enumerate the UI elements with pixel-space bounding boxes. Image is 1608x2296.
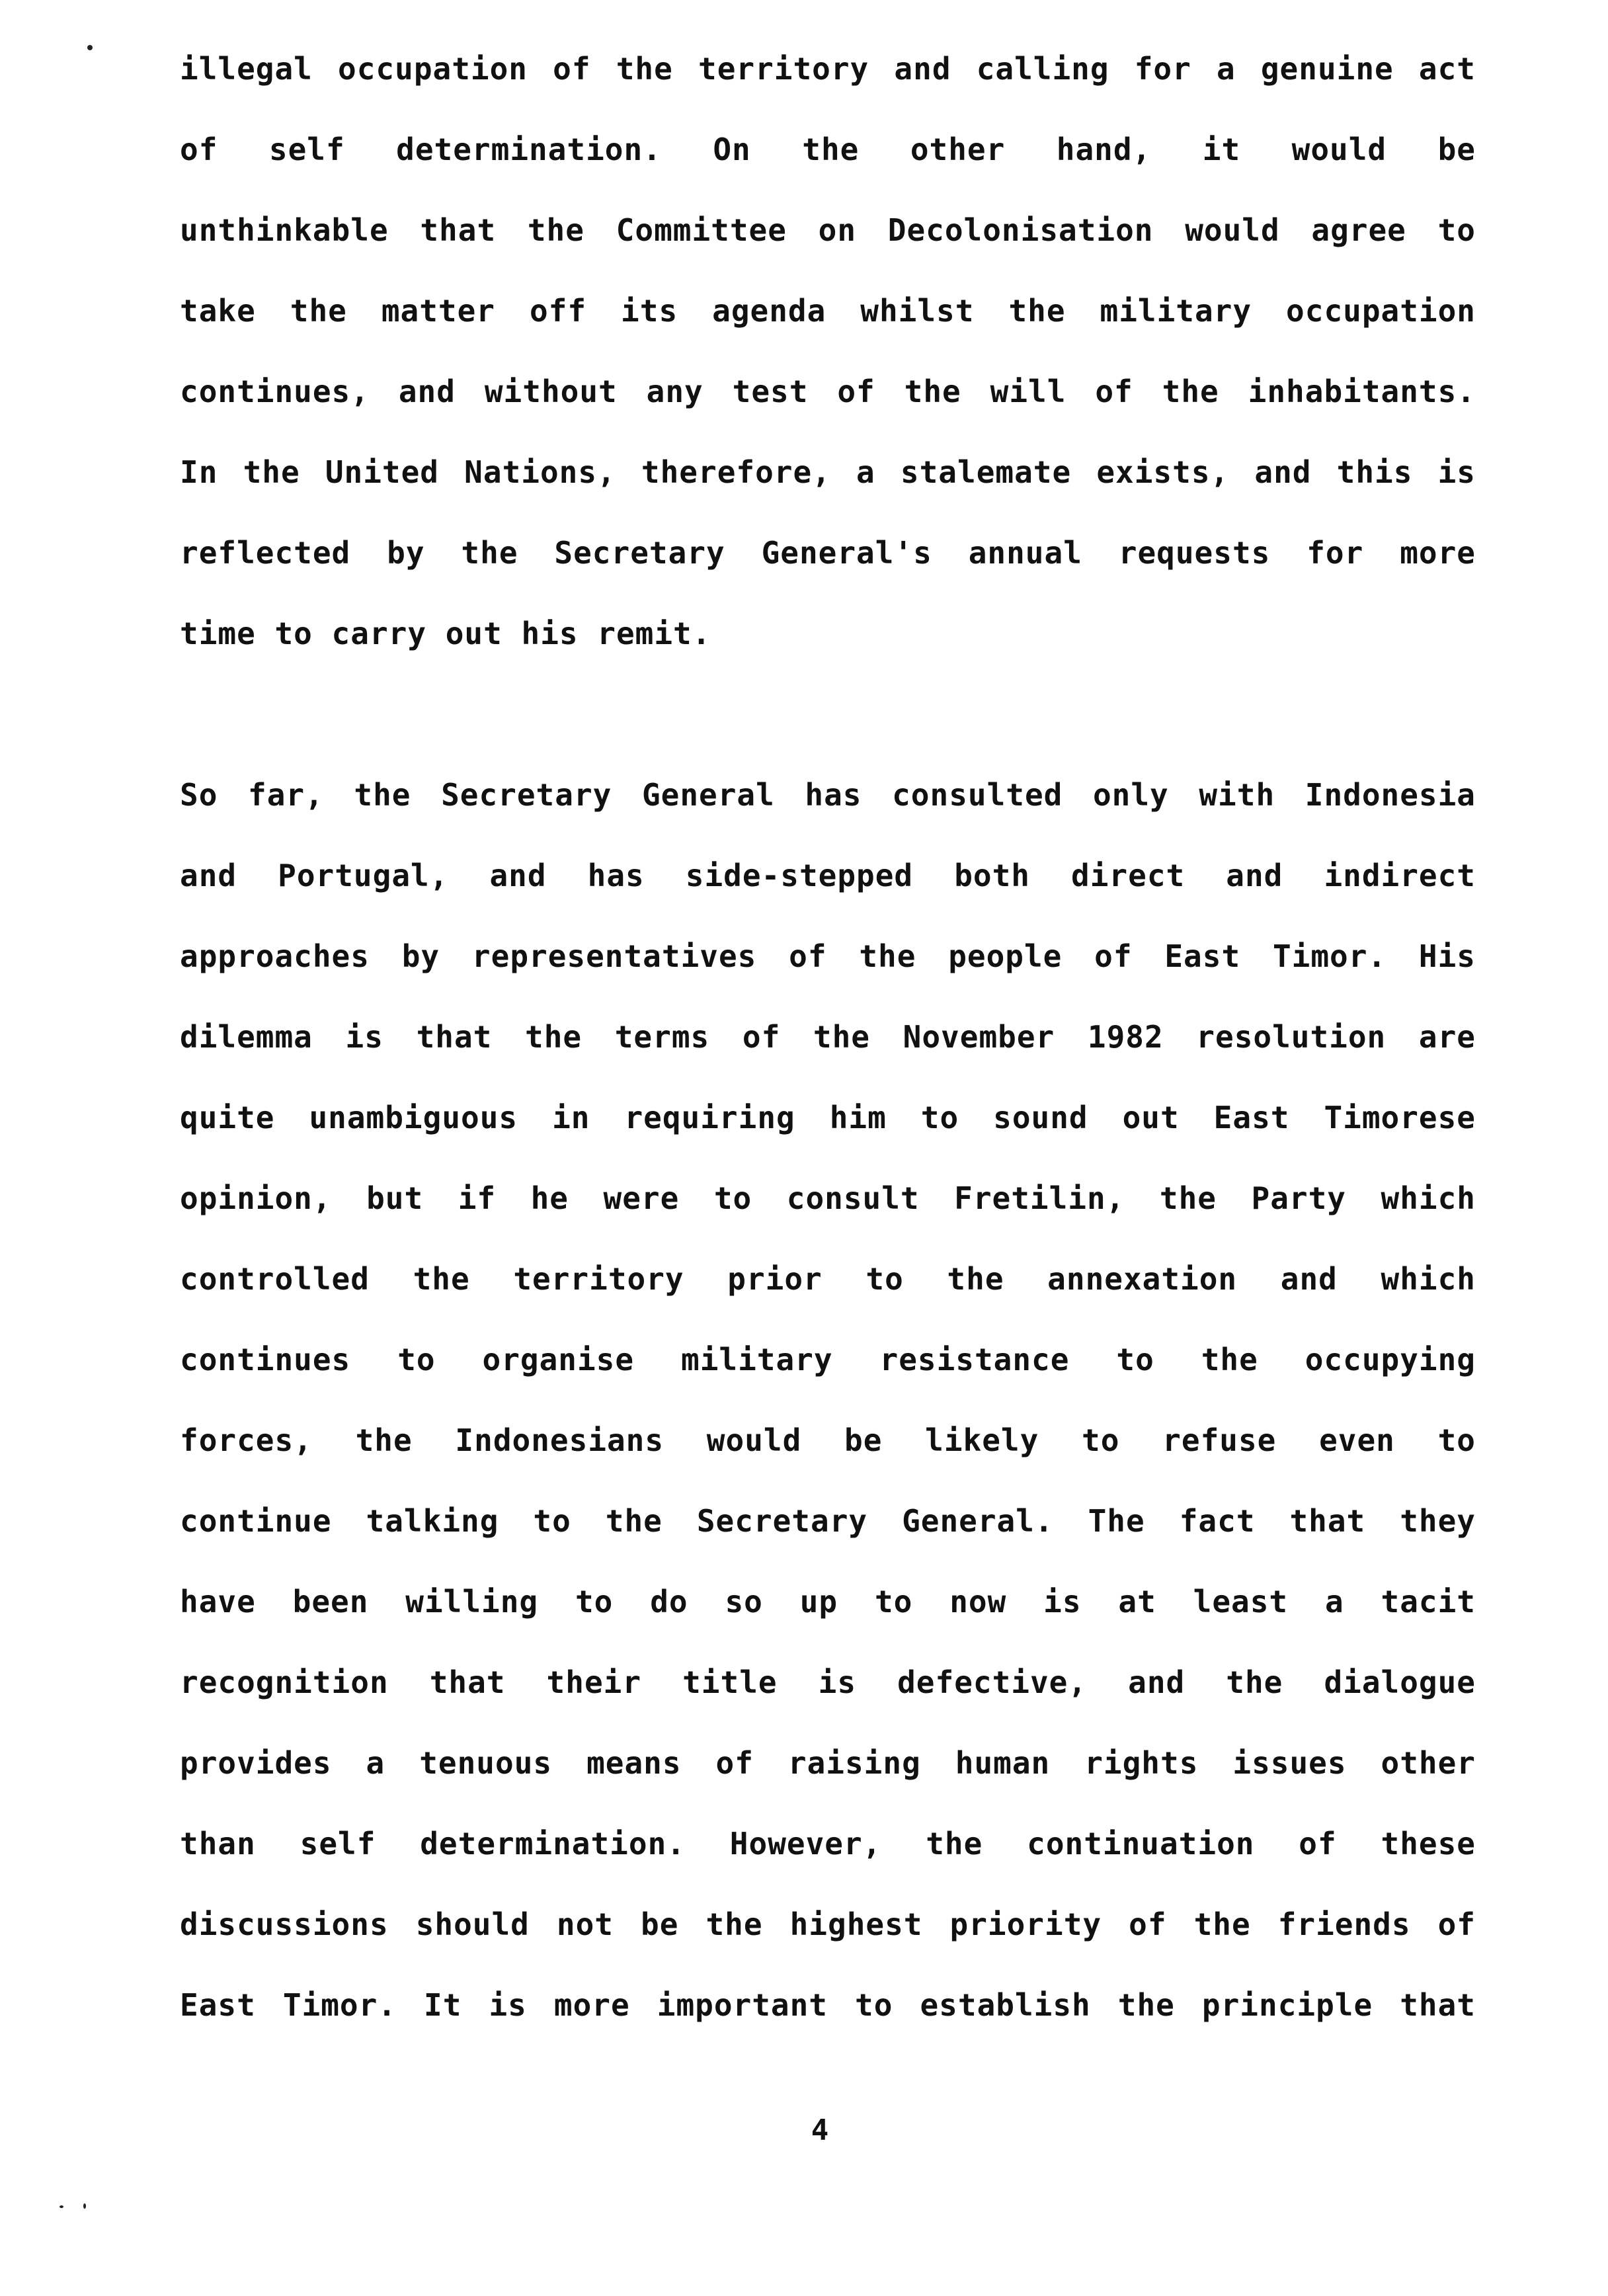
text-line: In the United Nations, therefore, a stalemate exists, and this is — [180, 454, 1476, 490]
text-line: time to carry out his remit. — [180, 616, 711, 651]
text-line: opinion, but if he were to consult Fretilin, the Party which — [180, 1180, 1476, 1216]
text-line: discussions should not be the highest priority of the friends of — [180, 1906, 1476, 1942]
text-line: controlled the territory prior to the annexation and which — [180, 1261, 1476, 1297]
scan-speck — [83, 2203, 86, 2209]
text-line: quite unambiguous in requiring him to sound out East Timorese — [180, 1100, 1476, 1135]
text-line: reflected by the Secretary General's annual requests for more — [180, 535, 1476, 571]
page-number: 4 — [811, 2113, 829, 2147]
text-line: of self determination. On the other hand, it would be — [180, 132, 1476, 167]
text-line: provides a tenuous means of raising human rights issues other — [180, 1745, 1476, 1781]
text-line: dilemma is that the terms of the November 1982 resolution are — [180, 1019, 1476, 1055]
text-line: illegal occupation of the territory and calling for a genuine act — [180, 51, 1476, 87]
text-line: take the matter off its agenda whilst the military occupation — [180, 293, 1476, 329]
text-line: have been willing to do so up to now is at least a tacit — [180, 1584, 1476, 1620]
text-line: than self determination. However, the continuation of these — [180, 1826, 1476, 1862]
text-line: continues to organise military resistance to the occupying — [180, 1342, 1476, 1377]
text-line: approaches by representatives of the people of East Timor. His — [180, 938, 1476, 974]
text-line: unthinkable that the Committee on Decolonisation would agree to — [180, 212, 1476, 248]
scan-speck — [60, 2205, 63, 2208]
text-line: East Timor. It is more important to establish the principle that — [180, 1987, 1476, 2023]
scan-speck — [87, 45, 93, 50]
text-line: forces, the Indonesians would be likely to refuse even to — [180, 1422, 1476, 1458]
text-line: continue talking to the Secretary General. The fact that they — [180, 1503, 1476, 1539]
text-line: So far, the Secretary General has consulted only with Indonesia — [180, 777, 1476, 813]
text-line: continues, and without any test of the will of the inhabitants. — [180, 374, 1476, 409]
text-line: recognition that their title is defective, and the dialogue — [180, 1664, 1476, 1700]
text-line: and Portugal, and has side-stepped both direct and indirect — [180, 858, 1476, 893]
